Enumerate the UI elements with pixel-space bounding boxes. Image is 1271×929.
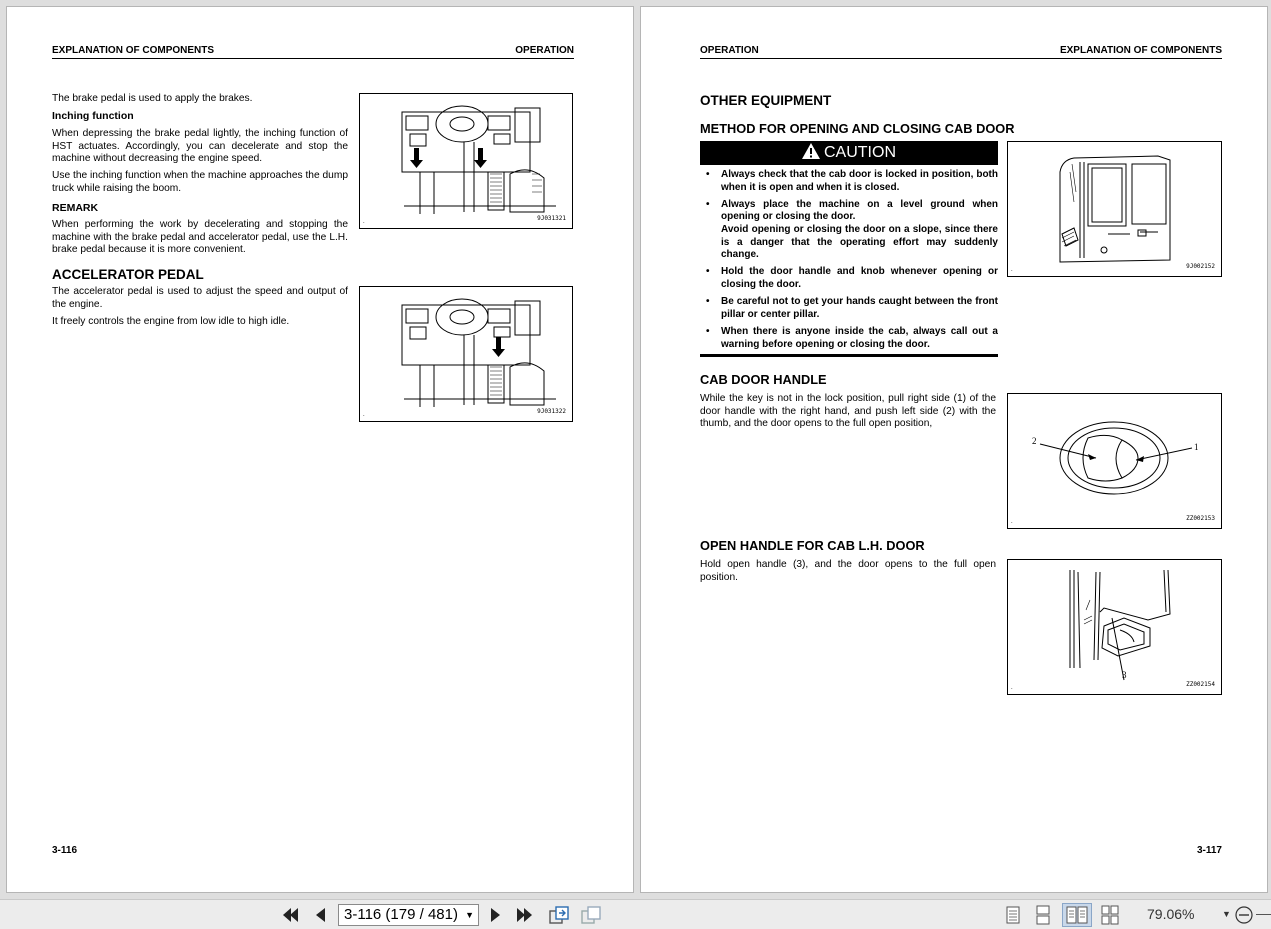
caution-item: • When there is anyone inside the cab, always call out a warning before opening or closing the door.	[700, 326, 998, 351]
other-equipment-heading: OTHER EQUIPMENT	[700, 93, 832, 108]
remark-heading: REMARK	[52, 202, 99, 214]
caution-list	[700, 169, 998, 356]
page-number-field[interactable]	[338, 904, 479, 926]
zoom-slider[interactable]	[1256, 914, 1271, 915]
accelerator-paragraph-1: The accelerator pedal is used to adjust the speed and output of the engine.	[52, 286, 348, 310]
figure-code: 9J002152	[1186, 263, 1215, 270]
callout-label-1: 1	[1194, 442, 1199, 452]
caution-item: • Always check that the cab door is locked in position, both when it is open and when it is closed.	[700, 169, 998, 194]
caution-item: • Be careful not to get your hands caught between the front pillar or center pillar.	[700, 296, 998, 321]
chevron-down-icon[interactable]: ▼	[465, 910, 474, 920]
open-handle-heading: OPEN HANDLE FOR CAB L.H. DOOR	[700, 538, 925, 553]
cab-door-handle-heading: CAB DOOR HANDLE	[700, 372, 827, 387]
caution-item: Avoid opening or closing the door on a slope, since there is a danger that the operating effort may suddenly change.	[721, 223, 998, 261]
cab-door-handle-text: While the key is not in the lock position, pull right side (1) of the door handle with the right hand, and push left side (2) with the thumb, and the door opens to the full open position,	[700, 393, 996, 429]
open-handle-text: Hold open handle (3), and the door opens to the full open position.	[700, 559, 996, 583]
page-number-value: 3-116 (179 / 481)	[344, 906, 458, 923]
last-page-icon[interactable]	[514, 905, 536, 925]
facing-pages-icon	[1063, 904, 1091, 926]
viewer-toolbar	[0, 899, 1271, 929]
page-header	[52, 45, 574, 59]
page-number: 3-117	[1196, 845, 1222, 856]
first-page-icon[interactable]	[280, 905, 300, 925]
inching-paragraph-2: Use the inching function when the machine approaches the dump truck while raising the boom.	[52, 170, 348, 194]
header-left: EXPLANATION OF COMPONENTS	[52, 45, 215, 56]
single-page-view-icon[interactable]	[1004, 905, 1022, 925]
continuous-facing-view-icon[interactable]	[1100, 905, 1120, 925]
callout-label-3: 3	[1122, 670, 1127, 680]
open-handle-figure: 3 . ZZ002154	[1007, 559, 1222, 695]
previous-page-icon[interactable]	[310, 905, 330, 925]
previous-view-icon[interactable]	[548, 905, 570, 925]
caution-item: • Hold the door handle and knob whenever opening or closing the door.	[700, 266, 998, 291]
page-header	[700, 45, 1222, 59]
dashboard-illustration-icon	[360, 94, 573, 229]
accelerator-pedal-figure: . 9J031322	[359, 286, 573, 422]
accelerator-heading: ACCELERATOR PEDAL	[52, 267, 204, 282]
accelerator-paragraph-2: It freely controls the engine from low idle to high idle.	[52, 316, 290, 327]
zoom-out-icon[interactable]	[1234, 905, 1254, 925]
figure-code: 9J031322	[537, 408, 566, 415]
door-handle-figure: 2 1 . ZZ002153	[1007, 393, 1222, 529]
door-handle-illustration-icon	[1008, 394, 1222, 529]
header-right: OPERATION	[515, 45, 574, 56]
figure-code: ZZ002154	[1186, 681, 1215, 688]
figure-code: 9J031321	[537, 215, 566, 222]
header-left: OPERATION	[700, 45, 759, 56]
left-page	[6, 6, 634, 893]
inching-heading: Inching function	[52, 110, 134, 122]
caution-banner	[700, 141, 998, 165]
dashboard-illustration-icon	[360, 287, 573, 422]
caution-label: CAUTION	[824, 144, 896, 161]
header-right: EXPLANATION OF COMPONENTS	[1059, 45, 1222, 56]
brake-intro: The brake pedal is used to apply the brakes.	[52, 93, 253, 104]
next-page-icon[interactable]	[486, 905, 506, 925]
page-number: 3-116	[52, 845, 78, 856]
next-view-icon[interactable]	[580, 905, 602, 925]
brake-pedal-figure: . 9J031321	[359, 93, 573, 229]
facing-pages-view-button[interactable]	[1062, 903, 1092, 927]
cab-door-illustration-icon	[1008, 142, 1222, 277]
method-heading: METHOD FOR OPENING AND CLOSING CAB DOOR	[700, 121, 1015, 136]
continuous-view-icon[interactable]	[1034, 905, 1052, 925]
zoom-level[interactable]: 79.06%	[1147, 906, 1195, 922]
remark-text: When performing the work by decelerating and stopping the machine with the brake pedal and accelerator pedal, use the L.H. brake pedal because it is more convenient.	[52, 219, 348, 255]
right-page	[640, 6, 1268, 893]
caution-end-rule	[700, 354, 998, 357]
figure-code: ZZ002153	[1186, 515, 1215, 522]
callout-label-2: 2	[1032, 436, 1037, 446]
caution-item: • Always place the machine on a level ground when opening or closing the door.	[700, 199, 998, 224]
warning-triangle-icon	[802, 143, 820, 159]
zoom-dropdown-icon[interactable]: ▼	[1222, 909, 1231, 919]
open-handle-illustration-icon	[1008, 560, 1222, 695]
cab-door-figure: . 9J002152	[1007, 141, 1222, 277]
inching-paragraph-1: When depressing the brake pedal lightly, the inching function of HST actuates. Accordingly, you can decelerate and stop the machine without decreasing the engine speed.	[52, 128, 348, 164]
